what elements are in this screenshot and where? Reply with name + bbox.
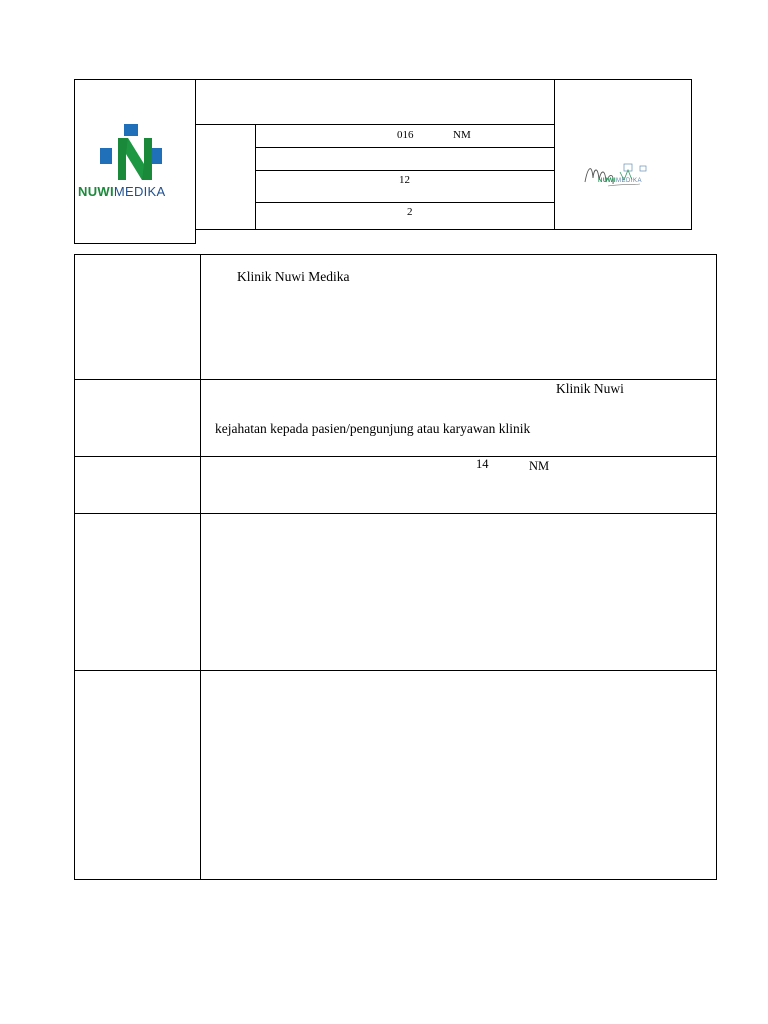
signature-scribble-icon [580,158,672,192]
row2-description: kejahatan kepada pasien/pengunjung atau karyawan klinik [215,421,531,436]
row3-number: 14 [476,457,489,471]
header-divider-row3 [255,170,555,171]
header-divider-vertical [255,124,256,230]
row1-clinic-name: Klinik Nuwi Medika [237,269,350,284]
body-row-divider-4 [74,670,717,671]
row2-clinic-name: Klinik Nuwi [556,381,624,396]
doc-number-suffix: NM [453,129,471,141]
body-table [74,254,717,880]
body-row-divider-3 [74,513,717,514]
doc-number-code: 016 [397,129,414,141]
medical-cross-icon [100,124,170,186]
header-divider-row2 [255,147,555,148]
page-number: 2 [407,206,413,218]
logo-wordmark: NUWIMEDIKA [78,184,166,199]
signature-wordmark: NUWIMEDIKA [598,178,643,184]
body-row-divider-2 [74,456,717,457]
row3-suffix: NM [529,459,550,473]
header-divider-row4 [255,202,555,203]
header-divider-top [195,124,555,125]
signature-stamp [580,158,672,192]
revision-number: 12 [399,174,410,186]
body-row-divider-1 [74,379,717,380]
clinic-logo [76,118,194,208]
header-title-cell [195,79,555,230]
body-table-column-divider [200,254,201,880]
header-signature-cell [554,79,692,230]
